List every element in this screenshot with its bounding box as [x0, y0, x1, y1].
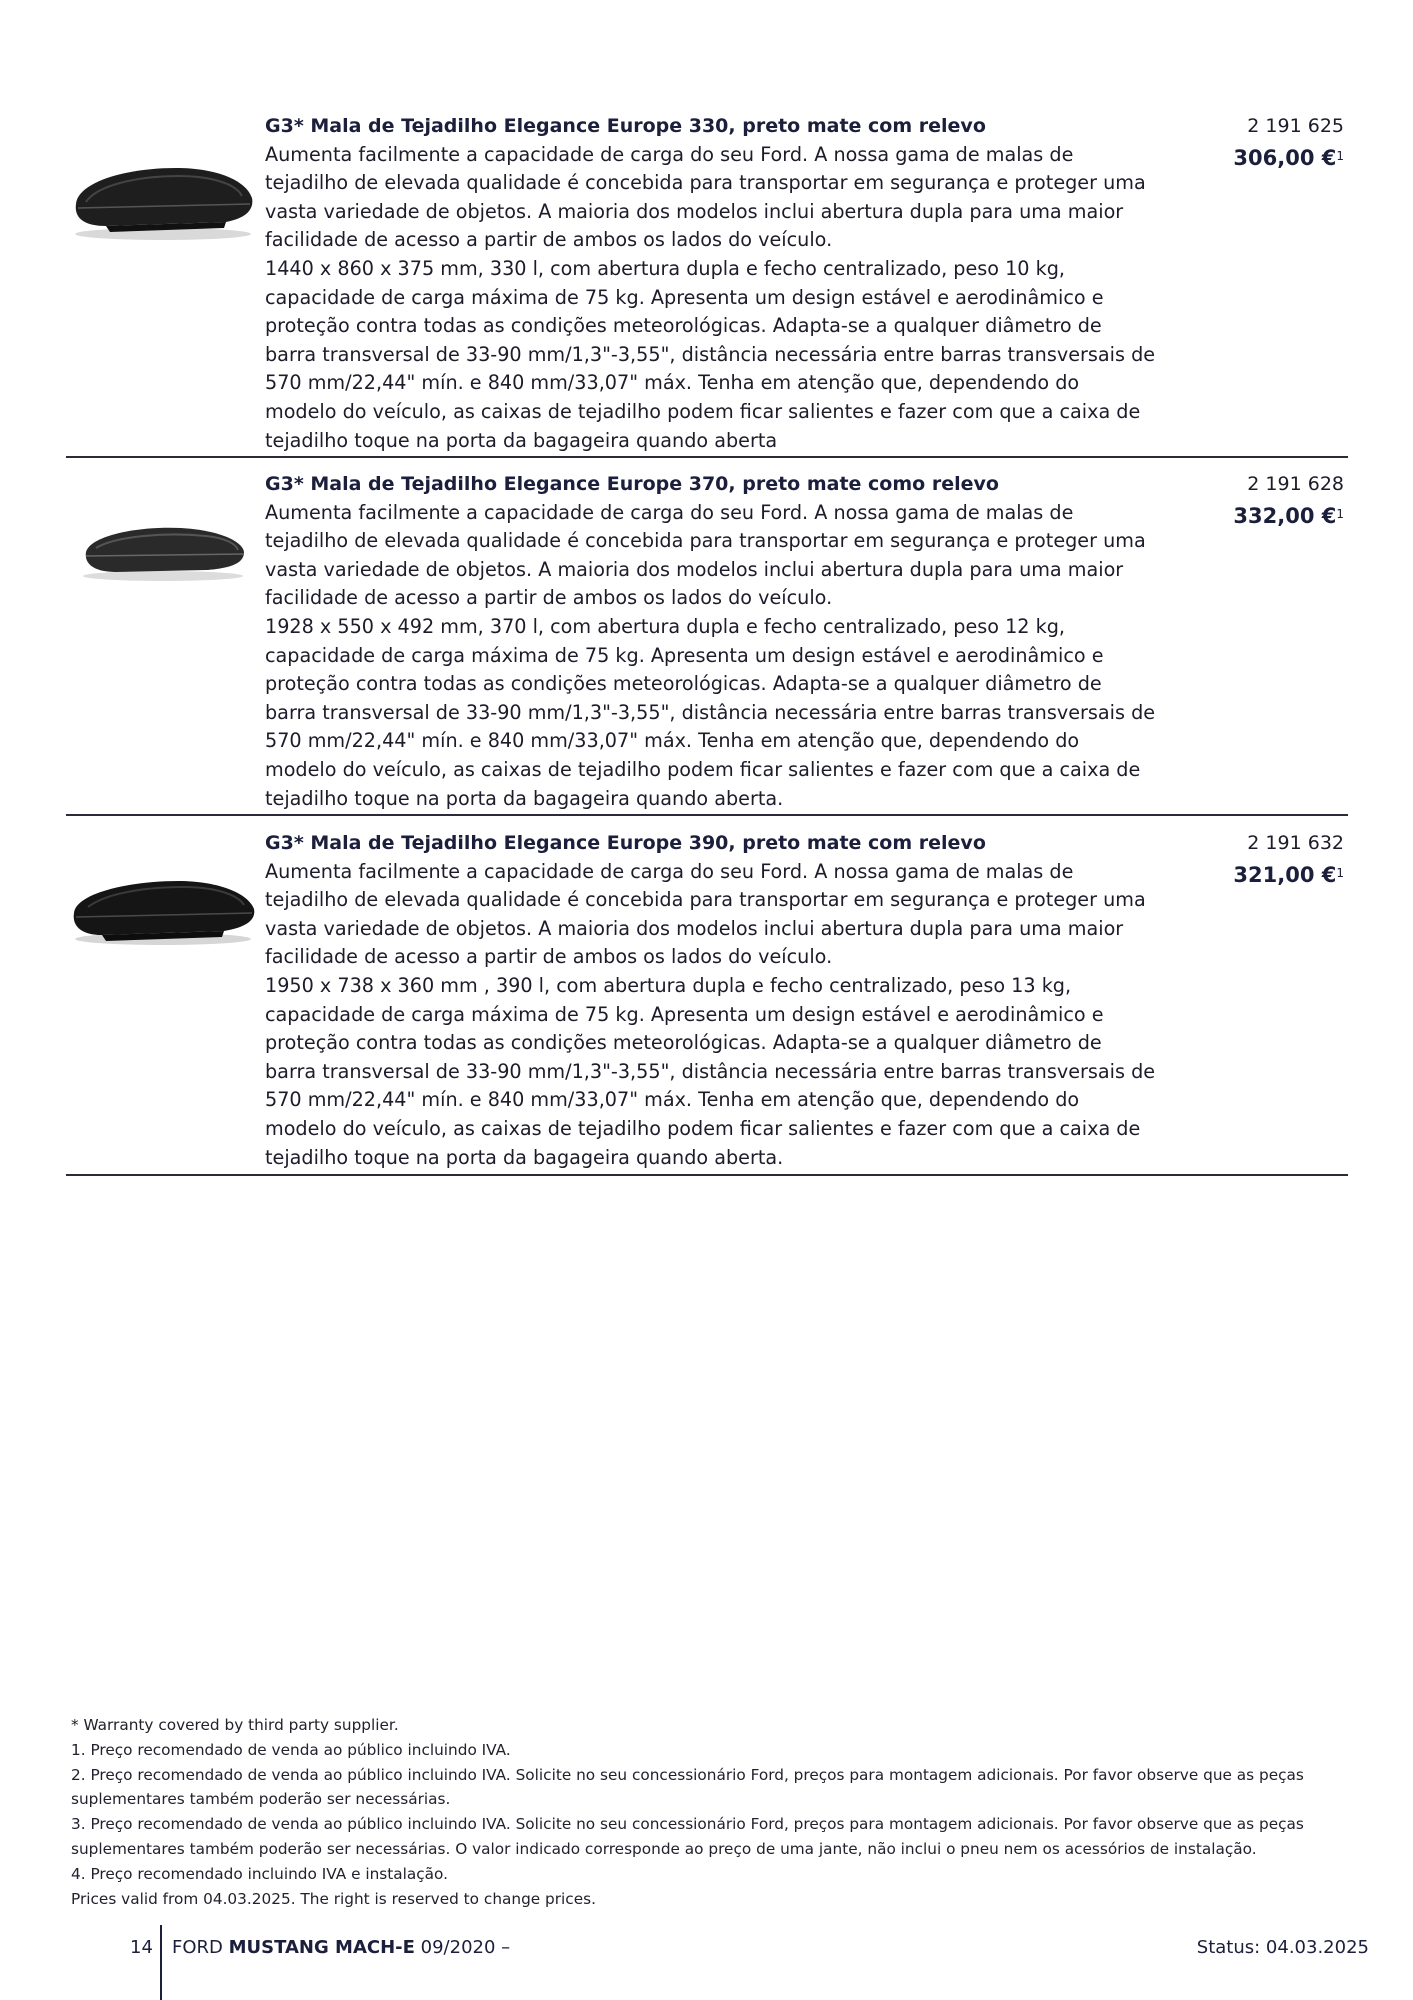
product-row — [66, 112, 1348, 458]
description-line: 1440 x 860 x 375 mm, 330 l, com abertura dupla e fecho centralizado, peso 10 kg, — [265, 256, 1065, 280]
description-line: 1950 x 738 x 360 mm , 390 l, com abertura dupla e fecho centralizado, peso 13 kg, — [265, 973, 1072, 997]
description-line: 570 mm/22,44" mín. e 840 mm/33,07" máx. Tenha em atenção que, dependendo do — [265, 1088, 1080, 1112]
description-line: capacidade de carga máxima de 75 kg. Apresenta um design estável e aerodinâmico e — [265, 1002, 1104, 1026]
description-line: Aumenta facilmente a capacidade de carga do seu Ford. A nossa gama de malas de — [265, 142, 1074, 166]
description-line: capacidade de carga máxima de 75 kg. Apresenta um design estável e aerodinâmico e — [265, 643, 1104, 667]
footnote: 1. Preço recomendado de venda ao público incluindo IVA. — [71, 1740, 511, 1759]
description-line: 1928 x 550 x 492 mm, 370 l, com abertura dupla e fecho centralizado, peso 12 kg, — [265, 614, 1065, 638]
price-column — [1233, 829, 1344, 892]
description-line: proteção contra todas as condições meteorológicas. Adapta-se a qualquer diâmetro de — [265, 314, 1102, 338]
price-footnote-ref: 1 — [1336, 148, 1344, 163]
part-number: 2 191 632 — [1247, 832, 1344, 854]
price-column — [1233, 112, 1344, 175]
description-line: vasta variedade de objetos. A maioria dos modelos inclui abertura dupla para uma maior — [265, 557, 1124, 581]
description-line: proteção contra todas as condições meteorológicas. Adapta-se a qualquer diâmetro de — [265, 672, 1102, 696]
product-row — [66, 470, 1348, 816]
description-line: tejadilho de elevada qualidade é concebida para transportar em segurança e proteger uma — [265, 171, 1146, 195]
price: 321,00 €$^1$ — [1233, 862, 1344, 887]
description-line: barra transversal de 33-90 mm/1,3"-3,55", distância necessária entre barras transversais de — [265, 1059, 1156, 1083]
page-footer — [0, 1925, 1413, 2000]
price-column — [1233, 470, 1344, 533]
description-line: Aumenta facilmente a capacidade de carga do seu Ford. A nossa gama de malas de — [265, 500, 1074, 524]
footer-brand: FORD — [172, 1937, 223, 1958]
footnote: 2. Preço recomendado de venda ao público incluindo IVA. Solicite no seu concessionário Ford, preços para montagem adicionais. Por favor observe que as peças — [71, 1765, 1304, 1784]
footnote: Prices valid from 04.03.2025. The right is reserved to change prices. — [71, 1889, 596, 1908]
description-line: proteção contra todas as condições meteorológicas. Adapta-se a qualquer diâmetro de — [265, 1031, 1102, 1055]
description-line: 570 mm/22,44" mín. e 840 mm/33,07" máx. Tenha em atenção que, dependendo do — [265, 729, 1080, 753]
part-number: 2 191 628 — [1247, 473, 1344, 495]
description-line: 570 mm/22,44" mín. e 840 mm/33,07" máx. Tenha em atenção que, dependendo do — [265, 371, 1080, 395]
description-line: modelo do veículo, as caixas de tejadilho podem ficar salientes e fazer com que a caixa de — [265, 399, 1141, 423]
footer-divider — [160, 1925, 162, 2000]
description-line: barra transversal de 33-90 mm/1,3"-3,55", distância necessária entre barras transversais de — [265, 342, 1156, 366]
footer-model-date: 09/2020 – — [420, 1937, 511, 1958]
product-row — [66, 829, 1348, 1176]
footnote: * Warranty covered by third party supplier. — [71, 1716, 399, 1734]
roof-box-icon — [66, 142, 261, 252]
page-number: 14 — [130, 1937, 153, 1958]
footnote: suplementares também poderão ser necessárias. O valor indicado corresponde ao preço de uma jante, não inclui o pneu nem os acessórios de instalação. — [71, 1839, 1257, 1858]
roof-box-icon — [66, 849, 261, 959]
description-line: tejadilho de elevada qualidade é concebida para transportar em segurança e proteger uma — [265, 529, 1146, 553]
description-line: Aumenta facilmente a capacidade de carga do seu Ford. A nossa gama de malas de — [265, 859, 1074, 883]
description-line: tejadilho toque na porta da bagageira quando aberta. — [265, 786, 784, 810]
footnote: suplementares também poderão ser necessárias. — [71, 1790, 451, 1809]
product-title: G3* Mala de Tejadilho Elegance Europe 390, preto mate com relevo — [265, 832, 986, 854]
footnotes — [71, 1713, 1371, 1911]
description-line: tejadilho toque na porta da bagageira quando aberta — [265, 428, 778, 452]
footer-model-name: MUSTANG MACH-E — [228, 1937, 415, 1958]
price: 332,00 €$^1$ — [1233, 503, 1344, 528]
description-line: facilidade de acesso a partir de ambos os lados do veículo. — [265, 945, 833, 969]
price-footnote-ref: 1 — [1336, 865, 1344, 880]
description-line: modelo do veículo, as caixas de tejadilho podem ficar salientes e fazer com que a caixa de — [265, 1116, 1141, 1140]
product-title: G3* Mala de Tejadilho Elegance Europe 370, preto mate como relevo — [265, 473, 999, 495]
description-line: facilidade de acesso a partir de ambos os lados do veículo. — [265, 228, 833, 252]
price-footnote-ref: 1 — [1336, 506, 1344, 521]
description-line: barra transversal de 33-90 mm/1,3"-3,55", distância necessária entre barras transversais de — [265, 700, 1156, 724]
price: 306,00 €$^1$ — [1233, 145, 1344, 170]
description-line: facilidade de acesso a partir de ambos os lados do veículo. — [265, 586, 833, 610]
description-line: capacidade de carga máxima de 75 kg. Apresenta um design estável e aerodinâmico e — [265, 285, 1104, 309]
roof-box-icon — [66, 490, 261, 600]
description-line: vasta variedade de objetos. A maioria dos modelos inclui abertura dupla para uma maior — [265, 916, 1124, 940]
description-line: vasta variedade de objetos. A maioria dos modelos inclui abertura dupla para uma maior — [265, 199, 1124, 223]
footnote: 4. Preço recomendado incluindo IVA e instalação. — [71, 1864, 448, 1883]
description-line: tejadilho toque na porta da bagageira quando aberta. — [265, 1145, 784, 1169]
footer-model — [172, 1937, 510, 1958]
product-title: G3* Mala de Tejadilho Elegance Europe 330, preto mate com relevo — [265, 115, 986, 137]
footer-status: Status: 04.03.2025 — [1196, 1937, 1369, 1958]
part-number: 2 191 625 — [1247, 115, 1344, 137]
description-line: modelo do veículo, as caixas de tejadilho podem ficar salientes e fazer com que a caixa de — [265, 757, 1141, 781]
footnote: 3. Preço recomendado de venda ao público incluindo IVA. Solicite no seu concessionário Ford, preços para montagem adicionais. Por favor observe que as peças — [71, 1815, 1304, 1834]
description-line: tejadilho de elevada qualidade é concebida para transportar em segurança e proteger uma — [265, 888, 1146, 912]
